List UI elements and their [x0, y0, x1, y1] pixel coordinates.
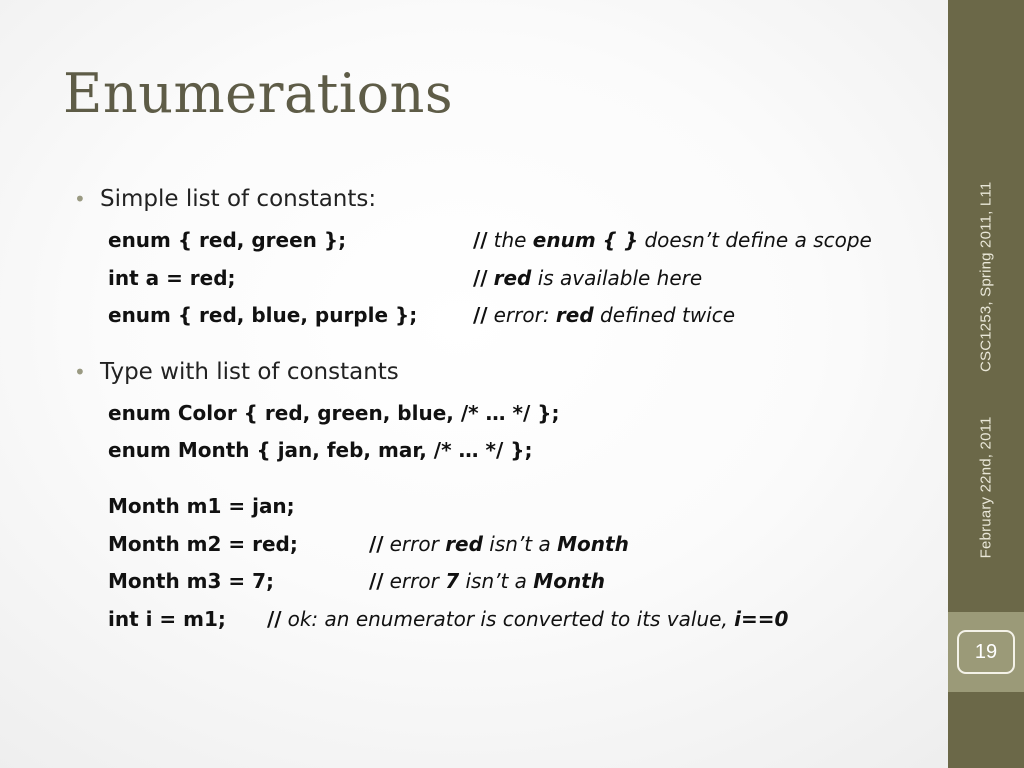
code-line [108, 266, 703, 290]
comment-marker: // [267, 607, 282, 631]
comment-text: doesn’t define a scope [638, 228, 872, 252]
comment-text: Month [557, 532, 629, 556]
comment-text: Month [533, 569, 605, 593]
code-text: Month m2 = red; [108, 532, 298, 556]
comment-text: error [389, 532, 446, 556]
footer-course: CSC1253, Spring 2011, L11 [977, 181, 995, 373]
bullet-item [74, 186, 376, 212]
bullet-item [74, 359, 399, 385]
code-line [108, 494, 295, 518]
code-text: enum { red, green }; [108, 228, 347, 252]
code-text: Month m1 = jan; [108, 494, 295, 518]
code-comment [473, 228, 872, 252]
code-comment [267, 607, 788, 631]
bullet-icon: • [74, 360, 86, 384]
code-comment [473, 266, 702, 290]
comment-marker: // [473, 266, 488, 290]
code-line [108, 228, 872, 252]
code-comment [369, 569, 605, 593]
page-number: 19 [957, 630, 1015, 674]
comment-text: ok: an enumerator is converted to its value, [287, 607, 735, 631]
comment-text: error: [493, 303, 556, 327]
code-text: Month m3 = 7; [108, 569, 274, 593]
comment-text: i==0 [734, 607, 789, 631]
code-text: int i = m1; [108, 607, 226, 631]
comment-text: isn’t a [482, 532, 558, 556]
page-number-area [948, 612, 1024, 692]
comment-marker: // [473, 228, 488, 252]
comment-text: enum { } [532, 228, 639, 252]
bullet-text: Simple list of constants: [100, 186, 377, 212]
comment-text: isn’t a [459, 569, 534, 593]
code-line [108, 401, 559, 425]
comment-marker: // [369, 569, 384, 593]
comment-text: 7 [445, 569, 460, 593]
comment-text: is available here [531, 266, 703, 290]
code-text: int a = red; [108, 266, 236, 290]
code-line [108, 569, 605, 593]
code-line [108, 532, 629, 556]
code-comment [369, 532, 629, 556]
vertical-footer [978, 182, 995, 559]
code-line [108, 303, 736, 327]
footer-date: February 22nd, 2011 [977, 416, 995, 559]
comment-text: defined twice [593, 303, 736, 327]
code-text: enum { red, blue, purple }; [108, 303, 418, 327]
comment-marker: // [369, 532, 384, 556]
comment-text: the [493, 228, 533, 252]
code-text: enum Month { jan, feb, mar, /* … */ }; [108, 438, 533, 462]
comment-text: red [445, 532, 483, 556]
comment-text: red [555, 303, 594, 327]
comment-marker: // [473, 303, 488, 327]
code-line [108, 438, 532, 462]
code-text: enum Color { red, green, blue, /* … */ }; [108, 401, 560, 425]
slide-title: Enumerations [63, 62, 454, 125]
bullet-icon: • [74, 187, 86, 211]
bullet-text: Type with list of constants [100, 359, 399, 385]
code-comment [473, 303, 735, 327]
code-line [108, 607, 789, 631]
comment-text: error [389, 569, 446, 593]
comment-text: red [493, 266, 532, 290]
